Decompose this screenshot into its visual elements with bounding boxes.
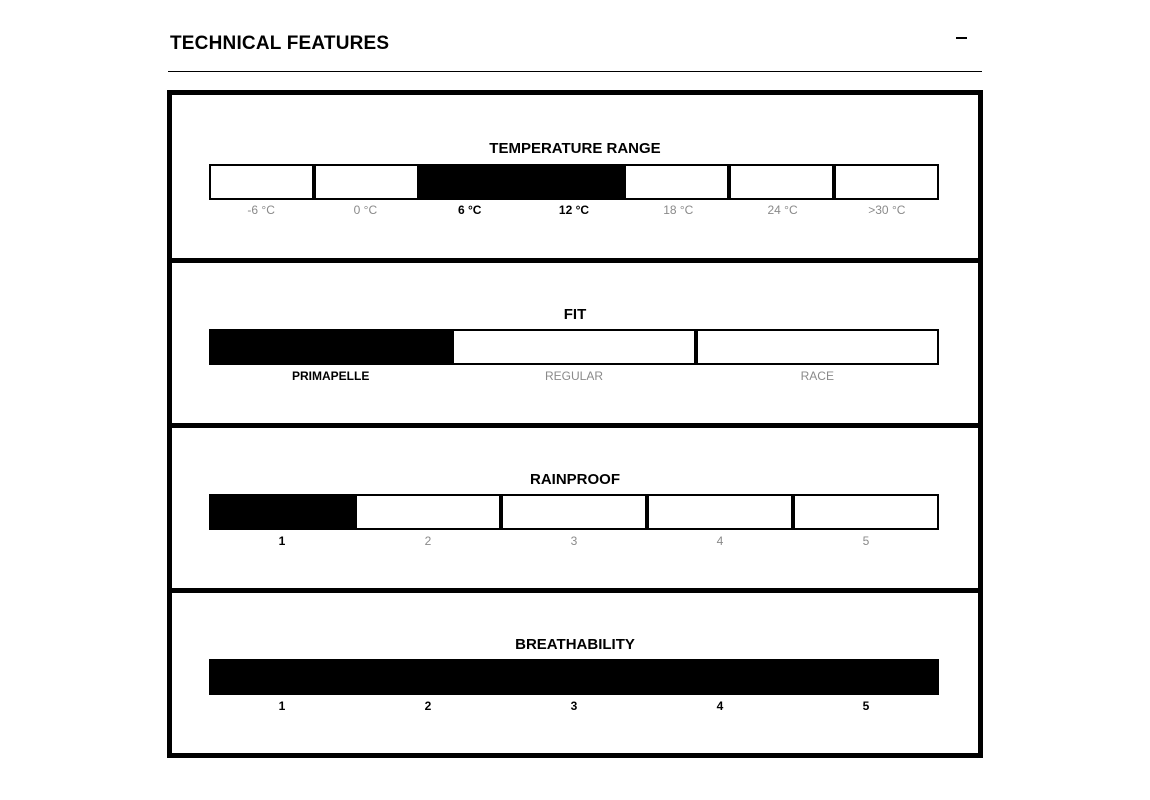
- temperature-segment-active: [417, 166, 623, 198]
- fit-title: FIT: [563, 306, 587, 323]
- temperature-label: 0 °C: [353, 203, 378, 217]
- breathability-labels: [209, 699, 939, 713]
- temperature-label: 24 °C: [767, 203, 798, 217]
- fit-label-primapelle: PRIMAPELLE: [291, 369, 370, 383]
- technical-features-panel: [167, 90, 983, 758]
- rainproof-label-active: 1: [278, 534, 286, 548]
- fit-label-regular: REGULAR: [544, 369, 603, 383]
- fit-labels: [209, 369, 939, 383]
- temperature-segment: [832, 166, 937, 198]
- rainproof-segment: [645, 496, 791, 528]
- fit-segment-race: [694, 331, 937, 363]
- rainproof-label: 5: [862, 534, 870, 548]
- rainproof-segment: [499, 496, 645, 528]
- breathability-bar: [209, 659, 939, 695]
- rainproof-segment: [353, 496, 499, 528]
- temperature-segment: [622, 166, 727, 198]
- temperature-label-active: 12 °C: [558, 203, 590, 217]
- rainproof-label: 2: [424, 534, 432, 548]
- breathability-panel: [172, 588, 978, 753]
- breathability-label-active: 5: [862, 699, 870, 713]
- temperature-range-bar: [209, 164, 939, 200]
- temperature-segment: [312, 166, 417, 198]
- temperature-label: -6 °C: [247, 203, 275, 217]
- breathability-segment-active: [353, 661, 499, 693]
- temperature-label-active: 6 °C: [457, 203, 482, 217]
- rainproof-panel: [172, 423, 978, 588]
- breathability-label-active: 1: [278, 699, 286, 713]
- rainproof-segment: [791, 496, 937, 528]
- breathability-segment-active: [645, 661, 791, 693]
- temperature-range-title: TEMPERATURE RANGE: [489, 140, 661, 157]
- collapse-icon[interactable]: [954, 30, 970, 46]
- rainproof-segment-active: [211, 496, 353, 528]
- breathability-segment-active: [211, 661, 353, 693]
- temperature-segment: [211, 166, 312, 198]
- fit-segment-regular: [450, 331, 693, 363]
- rainproof-label: 4: [716, 534, 724, 548]
- breathability-segment-active: [791, 661, 937, 693]
- rainproof-label: 3: [570, 534, 578, 548]
- breathability-label-active: 3: [570, 699, 578, 713]
- technical-features-header[interactable]: [168, 26, 982, 72]
- temperature-labels: [209, 203, 939, 217]
- breathability-label-active: 2: [424, 699, 432, 713]
- rainproof-labels: [209, 534, 939, 548]
- temperature-label: 18 °C: [663, 203, 694, 217]
- breathability-label-active: 4: [716, 699, 724, 713]
- breathability-title: BREATHABILITY: [515, 636, 635, 653]
- fit-label-race: RACE: [800, 369, 834, 383]
- rainproof-title: RAINPROOF: [530, 471, 620, 488]
- fit-segment-primapelle: [211, 331, 450, 363]
- fit-bar: [209, 329, 939, 365]
- temperature-label: >30 °C: [868, 203, 906, 217]
- fit-panel: [172, 258, 978, 423]
- section-title: TECHNICAL FEATURES: [170, 33, 390, 54]
- temperature-range-panel: [172, 95, 978, 258]
- temperature-segment: [727, 166, 832, 198]
- rainproof-bar: [209, 494, 939, 530]
- breathability-segment-active: [499, 661, 645, 693]
